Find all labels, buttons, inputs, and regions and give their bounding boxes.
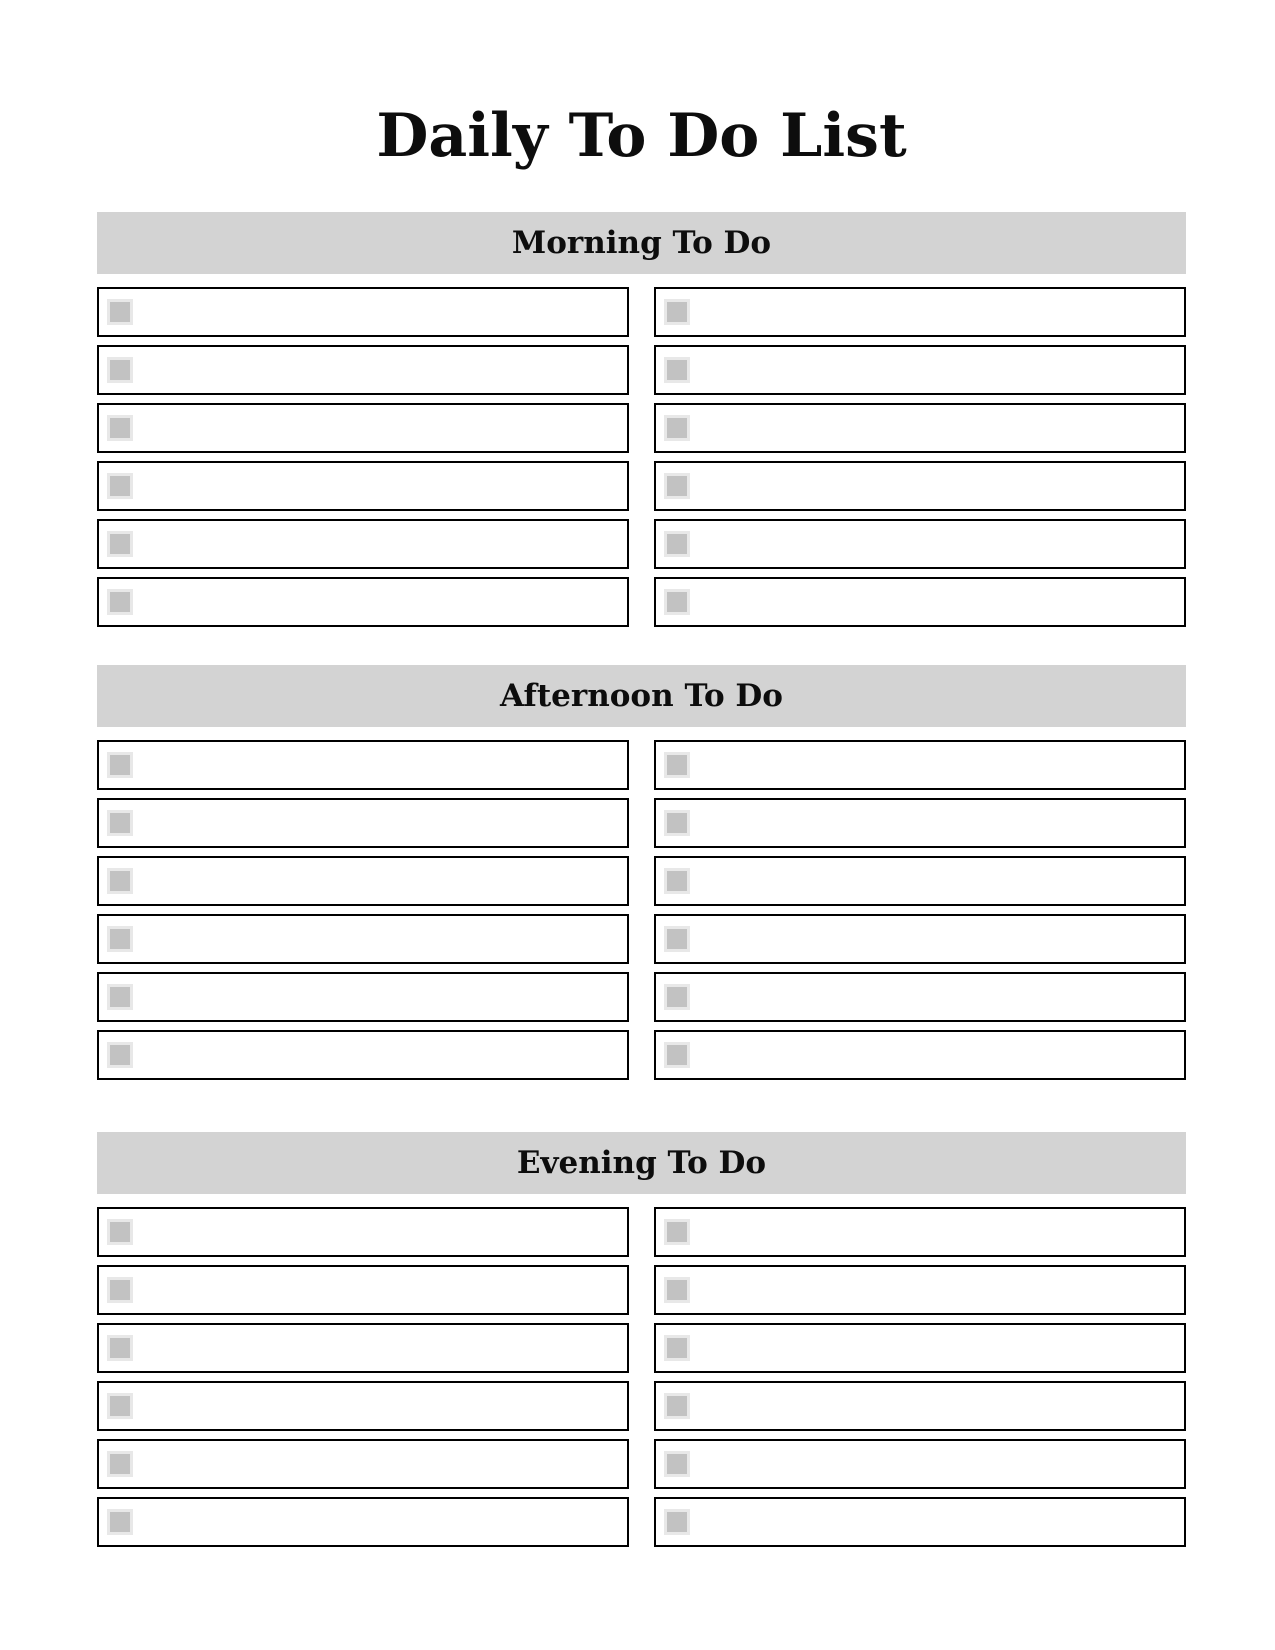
- checkbox-icon[interactable]: [664, 926, 690, 952]
- checkbox-icon[interactable]: [107, 984, 133, 1010]
- todo-section: [97, 1132, 1186, 1547]
- checkbox-icon[interactable]: [107, 357, 133, 383]
- checkbox-icon[interactable]: [107, 1219, 133, 1245]
- todo-item-box[interactable]: [654, 740, 1186, 790]
- checkbox-icon[interactable]: [664, 357, 690, 383]
- checkbox-icon[interactable]: [664, 1451, 690, 1477]
- checkbox-icon[interactable]: [107, 415, 133, 441]
- todo-item-box[interactable]: [654, 461, 1186, 511]
- checkbox-icon[interactable]: [107, 1509, 133, 1535]
- checkbox-icon[interactable]: [664, 810, 690, 836]
- todo-item-box[interactable]: [654, 519, 1186, 569]
- todo-item-box[interactable]: [654, 856, 1186, 906]
- checkbox-icon[interactable]: [664, 299, 690, 325]
- todo-item-box[interactable]: [97, 519, 629, 569]
- todo-item-box[interactable]: [654, 1381, 1186, 1431]
- checkbox-icon[interactable]: [664, 1393, 690, 1419]
- checkbox-icon[interactable]: [664, 752, 690, 778]
- section-title: Evening To Do: [516, 1145, 767, 1181]
- checkbox-icon[interactable]: [107, 531, 133, 557]
- checkbox-icon[interactable]: [107, 810, 133, 836]
- section-header-bar: [97, 212, 1186, 274]
- checkbox-icon[interactable]: [107, 1451, 133, 1477]
- checkbox-icon[interactable]: [664, 868, 690, 894]
- todo-item-box[interactable]: [97, 740, 629, 790]
- todo-item-box[interactable]: [97, 1030, 629, 1080]
- todo-section: [97, 212, 1186, 627]
- page-title: Daily To Do List: [376, 101, 907, 171]
- todo-item-box[interactable]: [654, 1497, 1186, 1547]
- checkbox-icon[interactable]: [664, 415, 690, 441]
- todo-item-box[interactable]: [654, 914, 1186, 964]
- checkbox-icon[interactable]: [107, 473, 133, 499]
- todo-sections-container: [97, 212, 1186, 1547]
- checkbox-icon[interactable]: [664, 1042, 690, 1068]
- checkbox-icon[interactable]: [664, 531, 690, 557]
- todo-item-box[interactable]: [654, 1439, 1186, 1489]
- checkbox-icon[interactable]: [664, 984, 690, 1010]
- todo-grid: [97, 287, 1186, 627]
- todo-item-box[interactable]: [97, 1439, 629, 1489]
- todo-item-box[interactable]: [97, 856, 629, 906]
- section-title: Morning To Do: [511, 225, 772, 261]
- section-header-bar: [97, 665, 1186, 727]
- todo-item-box[interactable]: [97, 577, 629, 627]
- todo-item-box[interactable]: [97, 1497, 629, 1547]
- checkbox-icon[interactable]: [107, 1277, 133, 1303]
- todo-section: [97, 665, 1186, 1080]
- checkbox-icon[interactable]: [664, 1509, 690, 1535]
- checkbox-icon[interactable]: [107, 1042, 133, 1068]
- checkbox-icon[interactable]: [107, 926, 133, 952]
- todo-item-box[interactable]: [654, 577, 1186, 627]
- todo-item-box[interactable]: [654, 1207, 1186, 1257]
- todo-grid: [97, 740, 1186, 1080]
- todo-item-box[interactable]: [654, 345, 1186, 395]
- checkbox-icon[interactable]: [107, 299, 133, 325]
- todo-item-box[interactable]: [97, 914, 629, 964]
- todo-item-box[interactable]: [654, 1030, 1186, 1080]
- todo-item-box[interactable]: [97, 1381, 629, 1431]
- todo-item-box[interactable]: [654, 403, 1186, 453]
- todo-item-box[interactable]: [97, 403, 629, 453]
- todo-item-box[interactable]: [97, 345, 629, 395]
- checkbox-icon[interactable]: [107, 1393, 133, 1419]
- todo-item-box[interactable]: [654, 1323, 1186, 1373]
- todo-item-box[interactable]: [97, 1323, 629, 1373]
- todo-item-box[interactable]: [654, 1265, 1186, 1315]
- section-header-bar: [97, 1132, 1186, 1194]
- section-title: Afternoon To Do: [500, 678, 783, 714]
- todo-item-box[interactable]: [654, 798, 1186, 848]
- todo-item-box[interactable]: [97, 972, 629, 1022]
- checkbox-icon[interactable]: [107, 752, 133, 778]
- checkbox-icon[interactable]: [664, 1219, 690, 1245]
- page: [97, 0, 1186, 1547]
- checkbox-icon[interactable]: [664, 1335, 690, 1361]
- todo-item-box[interactable]: [654, 972, 1186, 1022]
- checkbox-icon[interactable]: [107, 589, 133, 615]
- todo-item-box[interactable]: [97, 798, 629, 848]
- todo-item-box[interactable]: [654, 287, 1186, 337]
- checkbox-icon[interactable]: [107, 1335, 133, 1361]
- checkbox-icon[interactable]: [664, 1277, 690, 1303]
- checkbox-icon[interactable]: [107, 868, 133, 894]
- todo-item-box[interactable]: [97, 1207, 629, 1257]
- todo-item-box[interactable]: [97, 287, 629, 337]
- checkbox-icon[interactable]: [664, 473, 690, 499]
- todo-grid: [97, 1207, 1186, 1547]
- todo-item-box[interactable]: [97, 1265, 629, 1315]
- todo-item-box[interactable]: [97, 461, 629, 511]
- checkbox-icon[interactable]: [664, 589, 690, 615]
